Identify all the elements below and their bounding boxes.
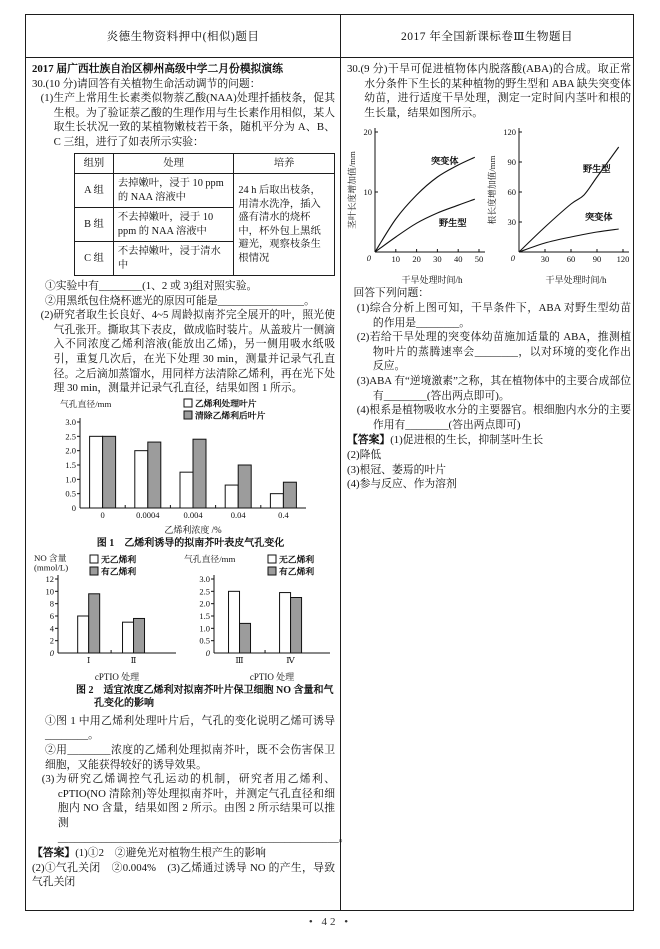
- col-header-group: 组别: [75, 153, 114, 174]
- right-question-1: (1)综合分析上图可知，干旱条件下，ABA 对野生型幼苗的作用是________。: [356, 301, 631, 329]
- svg-text:20: 20: [412, 254, 421, 265]
- svg-text:0.5: 0.5: [199, 635, 210, 646]
- growth-line-charts: [347, 122, 631, 286]
- svg-text:20: 20: [363, 127, 372, 138]
- cell-group-b: B 组: [75, 208, 114, 242]
- svg-text:突变体: 突变体: [585, 212, 613, 223]
- figure2-charts: [32, 553, 335, 683]
- svg-text:10: 10: [391, 254, 401, 265]
- cell-culture-merged: 24 h 后取出枝条，用清水洗净，插入盛有清水的烧杯中，杯外包上黑纸避光，观察枝条生根情况: [234, 174, 335, 276]
- svg-text:60: 60: [507, 187, 516, 198]
- header-left-title: 炎德生物资料押中(相似)题目: [26, 15, 341, 57]
- document-frame: [25, 14, 634, 911]
- question-30-intro: 30.(10 分)请回答有关植物生命活动调节的问题：: [32, 77, 261, 90]
- svg-text:Ⅲ: Ⅲ: [235, 654, 244, 665]
- svg-text:2.5: 2.5: [65, 431, 76, 442]
- svg-text:气孔直径/mm: 气孔直径/mm: [60, 398, 112, 409]
- svg-text:乙烯利浓度 /%: 乙烯利浓度 /%: [164, 524, 222, 535]
- svg-text:1.0: 1.0: [199, 623, 210, 634]
- answer-right-2: (2)降低: [347, 448, 382, 461]
- svg-text:3.0: 3.0: [65, 416, 76, 427]
- svg-text:30: 30: [433, 254, 442, 265]
- svg-text:0.4: 0.4: [278, 509, 289, 520]
- svg-text:120: 120: [616, 254, 630, 265]
- svg-text:0: 0: [100, 509, 105, 520]
- answer-left-line2: (2)①气孔关闭 ②0.004% (3)乙烯通过诱导 NO 的产生，导致气孔关闭: [32, 861, 335, 889]
- right-question-4: (4)根系是植物吸收水分的主要器官。根细胞内水分的主要作用有________(答出两点即可): [356, 404, 631, 431]
- question-part1: (1)生产上常用生长素类似物萘乙酸(NAA)处理扦插枝条，促其生根。为了验证萘乙酸的生理作用与生长素作用相似，某人取生长状况一致的某植物嫩枝若干条，随机平分为 A、B、C 三组，进行了如表所示实验：: [40, 92, 335, 148]
- svg-text:干旱处理时间/h: 干旱处理时间/h: [545, 275, 607, 286]
- svg-text:10: 10: [45, 586, 54, 597]
- svg-text:有乙烯利: 有乙烯利: [101, 566, 137, 577]
- sub-question-2-2: ②用________浓度的乙烯利处理拟南芥叶，既不会伤害保卫细胞，又能获得较好的诱导效果。: [44, 744, 335, 771]
- svg-text:乙烯利处理叶片: 乙烯利处理叶片: [195, 398, 257, 409]
- svg-text:0.5: 0.5: [65, 488, 76, 499]
- answer-left-1: (1)①2 ②避免光对植物生根产生的影响: [75, 847, 266, 860]
- table-header-row: [26, 15, 633, 58]
- cell-treatment-c: 不去掉嫩叶，浸于清水中: [113, 242, 234, 276]
- svg-text:Ⅳ: Ⅳ: [286, 654, 295, 665]
- svg-text:6: 6: [49, 610, 54, 621]
- svg-text:2.0: 2.0: [65, 445, 76, 456]
- sub-question-2-1: ①图 1 中用乙烯利处理叶片后，气孔的变化说明乙烯可诱导________。: [44, 714, 335, 742]
- svg-text:50: 50: [474, 254, 484, 265]
- question-30-right: 30.(9 分)干旱可促进植物体内脱落酸(ABA)的合成。取正常水分条件下生长的某种植物的野生型和 ABA 缺失突变体幼苗，进行适度干旱处理，测定一定时间内茎叶和根的生长量，结果如图所示。: [347, 63, 631, 119]
- svg-text:有乙烯利: 有乙烯利: [279, 566, 315, 577]
- figure2-stomata-chart: [182, 553, 334, 683]
- exam-title: 2017 届广西壮族自治区柳州高级中学二月份模拟演练: [32, 63, 284, 75]
- svg-text:30: 30: [507, 217, 516, 228]
- svg-text:根长度增加值/mm: 根长度增加值/mm: [487, 155, 497, 225]
- svg-text:0: 0: [71, 502, 76, 513]
- svg-text:(mmol/L): (mmol/L): [34, 562, 69, 573]
- figure2-no-content-chart: [32, 553, 182, 683]
- answer-right-line1: [347, 433, 631, 448]
- question-part3: (3)为研究乙烯调控气孔运动的机制，研究者用乙烯利、cPTIO(NO 清除剂)等处理拟南芥叶，并测定气孔直径和细胞内 NO 含量，结果如图 2 所示。由图 2 所示结果可以推测____________________________________________________。: [41, 773, 350, 844]
- experiment-table: [74, 153, 335, 277]
- answer-right-4: (4)参与反应、作为溶剂: [347, 478, 457, 491]
- svg-text:90: 90: [592, 254, 602, 265]
- cell-treatment-b: 不去掉嫩叶，浸于 10 ppm 的 NAA 溶液中: [113, 208, 234, 242]
- svg-text:90: 90: [507, 157, 516, 168]
- svg-text:0: 0: [366, 253, 371, 264]
- svg-text:40: 40: [453, 254, 463, 265]
- answer-label: 【答案】: [32, 847, 76, 860]
- svg-text:Ⅱ: Ⅱ: [130, 654, 137, 665]
- svg-text:干旱处理时间/h: 干旱处理时间/h: [401, 275, 463, 286]
- svg-text:cPTIO 处理: cPTIO 处理: [249, 671, 295, 682]
- svg-text:12: 12: [45, 573, 54, 584]
- cell-group-a: A 组: [75, 174, 114, 208]
- answer-prompt: 回答下列问题：: [353, 287, 430, 300]
- svg-text:突变体: 突变体: [431, 156, 459, 167]
- svg-text:120: 120: [503, 127, 516, 138]
- figure1-caption: 图 1 乙烯利诱导的拟南芥叶表皮气孔变化: [96, 537, 285, 549]
- sub-question-1-2: ②用黑纸包住烧杯遮光的原因可能是________________。: [44, 294, 315, 307]
- sub-question-1-1: ①实验中有________(1、2 或 3)组对照实验。: [44, 280, 258, 293]
- right-question-3: (3)ABA 有“逆境激素”之称，其在植物体中的主要合成部位有________(答出两点即可)。: [356, 374, 631, 402]
- svg-text:10: 10: [363, 187, 372, 198]
- table-row: [75, 153, 335, 174]
- svg-text:3.0: 3.0: [199, 573, 210, 584]
- svg-text:1.5: 1.5: [199, 610, 210, 621]
- page-number: • 42 •: [308, 916, 352, 928]
- shoot-growth-line-chart: [347, 122, 487, 286]
- svg-text:无乙烯利: 无乙烯利: [101, 554, 137, 565]
- question-part2: (2)研究者取生长良好、4~5 周龄拟南芥完全展开的叶，照光使气孔张开。撕取其下表皮，做成临时装片。从盖玻片一侧滴入不同浓度乙烯利溶液(能放出乙烯)，另一侧用吸水纸吸引，重复几次后，在光下处理 30 min，测量并记录气孔直径。之后滴加蒸馏水，用同样方法清除乙烯利，再在光下处理 30 min，测量并记录气孔直径，结果如图 1 所示。: [40, 309, 335, 395]
- svg-text:8: 8: [49, 598, 54, 609]
- svg-text:4: 4: [49, 623, 54, 634]
- svg-text:清除乙烯利后叶片: 清除乙烯利后叶片: [195, 410, 266, 421]
- svg-text:30: 30: [540, 254, 550, 265]
- svg-text:0: 0: [205, 647, 210, 658]
- svg-text:1.5: 1.5: [65, 459, 76, 470]
- cell-group-c: C 组: [75, 242, 114, 276]
- figure1-bar-chart: [46, 398, 335, 536]
- header-right-title: 2017 年全国新课标卷Ⅲ生物题目: [401, 31, 573, 43]
- cell-treatment-a: 去掉嫩叶，浸于 10 ppm 的 NAA 溶液中: [113, 174, 234, 208]
- svg-text:野生型: 野生型: [583, 164, 611, 175]
- svg-text:0.04: 0.04: [230, 509, 246, 520]
- two-column-body: [26, 58, 633, 910]
- answer-right-1: (1)促进根的生长，抑制茎叶生长: [390, 434, 544, 447]
- figure2-caption: 图 2 适宜浓度乙烯利对拟南芥叶片保卫细胞 NO 含量和气孔变化的影响: [76, 684, 334, 709]
- svg-text:2: 2: [49, 635, 54, 646]
- svg-text:野生型: 野生型: [439, 218, 467, 229]
- col-header-culture: 培养: [234, 153, 335, 174]
- table-row: [75, 174, 335, 208]
- svg-text:NO 含量: NO 含量: [34, 552, 67, 563]
- svg-text:气孔直径/mm: 气孔直径/mm: [184, 553, 236, 564]
- answer-right-3: (3)根冠、萎焉的叶片: [347, 463, 446, 476]
- svg-text:2.5: 2.5: [199, 586, 210, 597]
- root-growth-line-chart: [487, 122, 631, 286]
- svg-text:0.0004: 0.0004: [136, 509, 160, 520]
- svg-text:0.004: 0.004: [183, 509, 203, 520]
- right-column: [341, 58, 636, 910]
- svg-text:cPTIO 处理: cPTIO 处理: [94, 671, 140, 682]
- svg-text:0: 0: [49, 647, 54, 658]
- col-header-treatment: 处理: [113, 153, 234, 174]
- svg-text:0: 0: [510, 253, 515, 264]
- answer-left-line1: [32, 846, 335, 861]
- left-column: [26, 58, 350, 910]
- answer-label: 【答案】: [347, 434, 391, 447]
- svg-text:无乙烯利: 无乙烯利: [279, 554, 315, 565]
- svg-text:1.0: 1.0: [65, 474, 76, 485]
- svg-text:茎叶长度增加值/mm: 茎叶长度增加值/mm: [347, 151, 357, 230]
- svg-text:Ⅰ: Ⅰ: [87, 654, 91, 665]
- svg-text:2.0: 2.0: [199, 598, 210, 609]
- right-question-2: (2)若给干旱处理的突变体幼苗施加适量的 ABA，推测植物叶片的蒸腾速率会________，以对环境的变化作出反应。: [356, 331, 631, 373]
- svg-text:60: 60: [566, 254, 576, 265]
